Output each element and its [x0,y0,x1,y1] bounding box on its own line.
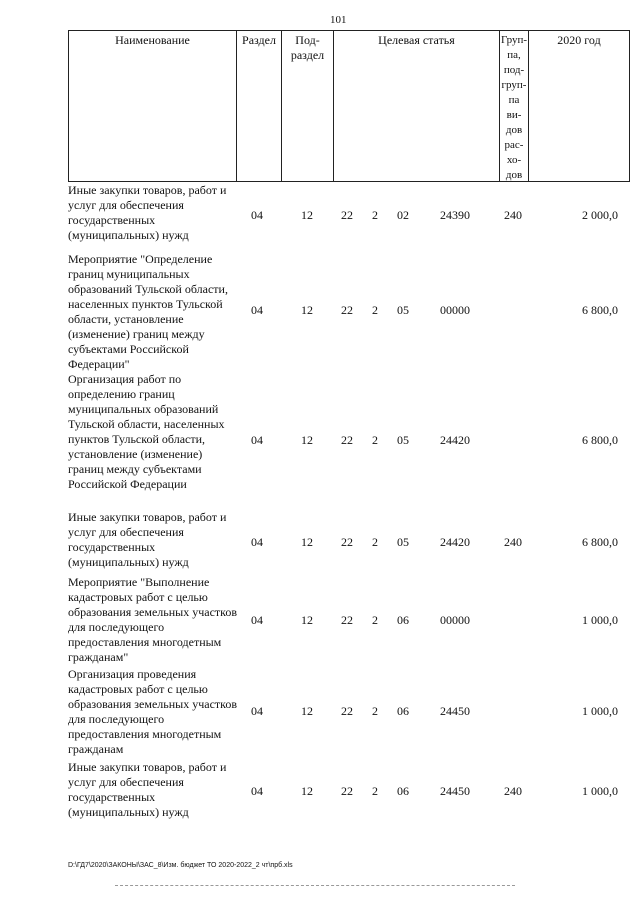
row-c3: 06 [397,784,409,798]
table-header [68,30,630,182]
row-amount: 6 800,0 [582,535,618,549]
row-c3: 05 [397,303,409,317]
header-name: Наименование [69,31,237,181]
header-section: Раздел [237,31,282,181]
row-subsection: 12 [301,704,313,718]
row-amount: 6 800,0 [582,303,618,317]
row-c4: 00000 [440,303,470,317]
row-c4: 00000 [440,613,470,627]
header-group: Груп- па, под- груп- па ви- дов рас- хо- дов [500,31,529,181]
row-amount: 1 000,0 [582,613,618,627]
row-name: Мероприятие "Определение границ муниципальных образований Тульской области, населенных пунктов Тульской области, установление (изменение) границ между субъектами Российской Федерации" [68,252,228,371]
row-c1: 22 [341,303,353,317]
row-c4: 24390 [440,208,470,222]
row-section: 04 [251,784,263,798]
row-c2: 2 [372,208,378,222]
row-section: 04 [251,433,263,447]
row-c3: 06 [397,704,409,718]
row-subsection: 12 [301,208,313,222]
row-section: 04 [251,535,263,549]
row-c4: 24450 [440,784,470,798]
header-target: Целевая статья [334,31,500,181]
row-amount: 1 000,0 [582,704,618,718]
row-c2: 2 [372,784,378,798]
row-name: Организация работ по определению границ муниципальных образований Тульской области, населенных пунктов Тульской области, установление (изменение) границ между субъектами Российской Федерации [68,372,225,491]
row-c2: 2 [372,303,378,317]
row-subsection: 12 [301,433,313,447]
row-name: Организация проведения кадастровых работ с целью образования земельных участков для последующего предоставления многодетным гражданам [68,667,238,756]
row-c4: 24420 [440,535,470,549]
row-c1: 22 [341,613,353,627]
header-subsection: Под- раздел [282,31,334,181]
row-name: Иные закупки товаров, работ и услуг для обеспечения государственных (муниципальных) нужд [68,760,227,819]
row-amount: 2 000,0 [582,208,618,222]
row-c1: 22 [341,784,353,798]
row-c1: 22 [341,704,353,718]
row-section: 04 [251,613,263,627]
row-c2: 2 [372,704,378,718]
row-name: Иные закупки товаров, работ и услуг для обеспечения государственных (муниципальных) нужд [68,183,227,242]
row-subsection: 12 [301,303,313,317]
row-c2: 2 [372,613,378,627]
row-c1: 22 [341,535,353,549]
footer-file-path: D:\ГД7\2020\ЗАКОНЫ\ЗАС_8\Изм. бюджет ТО 2020-2022_2 чт\прб.xls [68,862,293,869]
row-c3: 06 [397,613,409,627]
row-subsection: 12 [301,613,313,627]
row-c4: 24450 [440,704,470,718]
page-number: 101 [330,14,347,26]
row-c3: 02 [397,208,409,222]
row-section: 04 [251,303,263,317]
row-amount: 1 000,0 [582,784,618,798]
row-c3: 05 [397,433,409,447]
row-section: 04 [251,704,263,718]
row-group: 240 [504,208,522,222]
row-subsection: 12 [301,784,313,798]
row-amount: 6 800,0 [582,433,618,447]
footer-divider [115,885,515,886]
row-c4: 24420 [440,433,470,447]
row-group: 240 [504,784,522,798]
row-name: Мероприятие "Выполнение кадастровых работ с целью образования земельных участков для последующего предоставления многодетным гражданам" [68,575,238,664]
row-c1: 22 [341,208,353,222]
row-name: Иные закупки товаров, работ и услуг для обеспечения государственных (муниципальных) нужд [68,510,227,569]
row-section: 04 [251,208,263,222]
row-c2: 2 [372,433,378,447]
row-group: 240 [504,535,522,549]
row-c1: 22 [341,433,353,447]
row-c3: 05 [397,535,409,549]
header-year: 2020 год [557,33,601,47]
row-c2: 2 [372,535,378,549]
row-subsection: 12 [301,535,313,549]
